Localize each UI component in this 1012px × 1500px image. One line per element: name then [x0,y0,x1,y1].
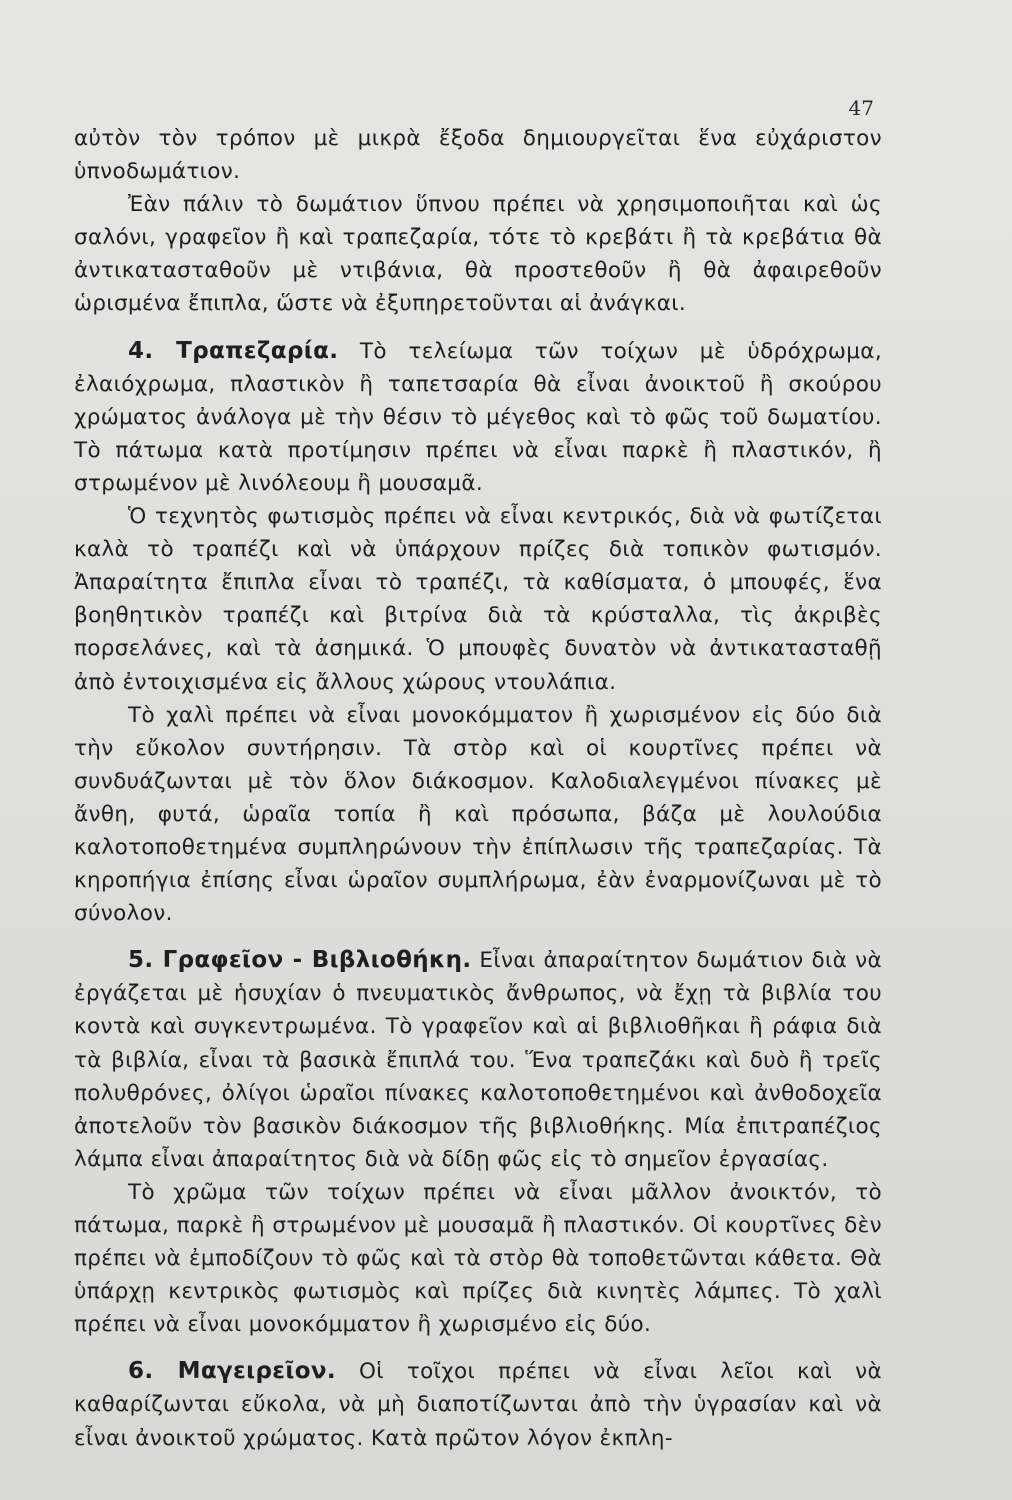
section-5-paragraph [74,944,882,1176]
paragraph-2 [74,188,882,320]
paragraph-carpet [74,699,882,931]
paragraph-text: Ὁ τεχνητὸς φωτισμὸς πρέπει νὰ εἶναι κεντρικός, διὰ νὰ φωτίζεται καλὰ τὸ τραπέζι καὶ νὰ ὑπάρχουν πρίζες διὰ τοπικὸν φωτισμόν. Ἀπαραίτητα ἔπιπλα εἶναι τὸ τραπέζι, τὰ καθίσματα, ὁ μπουφές, ἕνα βοηθητικὸν τραπέζι καὶ βιτρίνα διὰ τὰ κρύσταλλα, τὶς ἀκριβὲς πορσελάνες, καὶ τὰ ἀσημικά. Ὁ μπουφὲς δυνατὸν νὰ ἀντικατασταθῇ ἀπὸ ἐντοιχισμένα εἰς ἄλλους χώρους ντουλάπια. [74,504,882,695]
body-text [74,122,882,1455]
paragraph-text: Εἶναι ἀπαραίτητον δωμάτιον διὰ νὰ ἐργάζεται μὲ ἡσυχίαν ὁ πνευματικὸς ἄνθρωπος, νὰ ἔχῃ τὰ βιβλία του κοντὰ καὶ συγκεντρωμένα. Τὸ γραφεῖον καὶ αἱ βιβλιοθῆκαι ἢ ράφια διὰ τὰ βιβλία, εἶναι τὰ βασικὰ ἔπιπλά του. Ἕνα τραπεζάκι καὶ δυὸ ἢ τρεῖς πολυθρόνες, ὀλίγοι ὡραῖοι πίνακες καλοτοποθετημένοι καὶ ἀνθοδοχεῖα ἀποτελοῦν τὸν βασικὸν διάκοσμον τῆς βιβλιοθήκης. Μία ἐπιτραπέζιος λάμπα εἶναι ἀπαραίτητος διὰ νὰ δίδῃ φῶς εἰς τὸ σημεῖον ἐργασίας. [74,948,882,1172]
paragraph-lighting [74,500,882,699]
paragraph-wall-color [74,1176,882,1341]
section-4-paragraph [74,335,882,500]
section-heading-kitchen: 6. Μαγειρεῖον. [128,1358,336,1385]
paragraph-text: Τὸ χαλὶ πρέπει νὰ εἶναι μονοκόμματον ἢ χωρισμένον εἰς δύο διὰ τὴν εὔκολον συντήρησιν. Τὰ στὸρ καὶ οἱ κουρτῖνες πρέπει νὰ συνδυάζωνται μὲ τὸν ὅλον διάκοσμον. Καλοδιαλεγμένοι πίνακες μὲ ἄνθη, φυτά, ὡραῖα τοπία ἢ καὶ πρόσωπα, βάζα μὲ λουλούδια καλοτοποθετημένα συμπληρώνουν τὴν ἐπίπλωσιν τῆς τραπεζαρίας. Τὰ κηροπήγια ἐπίσης εἶναι ὡραῖον συμπλήρωμα, ἐὰν ἐναρμονίζωναι μὲ τὸ σύνολον. [74,702,882,927]
paragraph-1 [74,122,882,188]
paragraph-text: Τὸ χρῶμα τῶν τοίχων πρέπει νὰ εἶναι μᾶλλον ἀνοικτόν, τὸ πάτωμα, παρκὲ ἢ στρωμένον μὲ μουσαμᾶ ἢ πλαστικόν. Οἱ κουρτῖνες δὲν πρέπει νὰ ἐμποδίζουν τὸ φῶς καὶ τὰ στὸρ θὰ τοποθετῶνται κάθετα. Θὰ ὑπάρχῃ κεντρικὸς φωτισμὸς καὶ πρίζες διὰ κινητὲς λάμπες. Τὸ χαλὶ πρέπει νὰ εἶναι μονοκόμματον ἢ χωρισμένο εἰς δύο. [74,1179,882,1338]
section-6-paragraph [74,1355,882,1454]
paragraph-text: Ἐὰν πάλιν τὸ δωμάτιον ὕπνου πρέπει νὰ χρησιμοποιῆται καὶ ὡς σαλόνι, γραφεῖον ἢ καὶ τραπεζαρία, τότε τὸ κρεβάτι ἢ τὰ κρεβάτια θὰ ἀντικατασταθοῦν μὲ ντιβάνια, θὰ προστεθοῦν ἢ θὰ ἀφαιρεθοῦν ὡρισμένα ἔπιπλα, ὥστε νὰ ἐξυπηρετοῦνται αἱ ἀνάγκαι. [74,192,882,317]
section-heading-study-library: 5. Γραφεῖον - Βιβλιοθήκη. [128,947,472,974]
paragraph-text: Οἱ τοῖχοι πρέπει νὰ εἶναι λεῖοι καὶ νὰ καθαρίζωνται εὔκολα, νὰ μὴ διαποτίζωνται ἀπὸ τὴν ὑγρασίαν καὶ νὰ εἶναι ἀνοικτοῦ χρώματος. Κατὰ πρῶτον λόγον ἐκπλη- [74,1359,883,1451]
section-heading-dining-room: 4. Τραπεζαρία. [128,337,339,364]
page-number: 47 [848,96,874,120]
paragraph-text: αὐτὸν τὸν τρόπον μὲ μικρὰ ἔξοδα δημιουργεῖται ἕνα εὐχάριστον ὑπνοδωμάτιον. [74,126,882,185]
paragraph-text: Τὸ τελείωμα τῶν τοίχων μὲ ὑδρόχρωμα, ἐλαιόχρωμα, πλαστικὸν ἢ ταπετσαρία θὰ εἶναι ἀνοικτοῦ ἢ σκούρου χρώματος ἀνάλογα μὲ τὴν θέσιν τὸ μέγεθος καὶ τὸ φῶς τοῦ δωματίου. Τὸ πάτωμα κατὰ προτίμησιν πρέπει νὰ εἶναι παρκὲ ἢ πλαστικόν, ἢ στρωμένον μὲ λινόλεουμ ἢ μουσαμᾶ. [74,338,882,496]
